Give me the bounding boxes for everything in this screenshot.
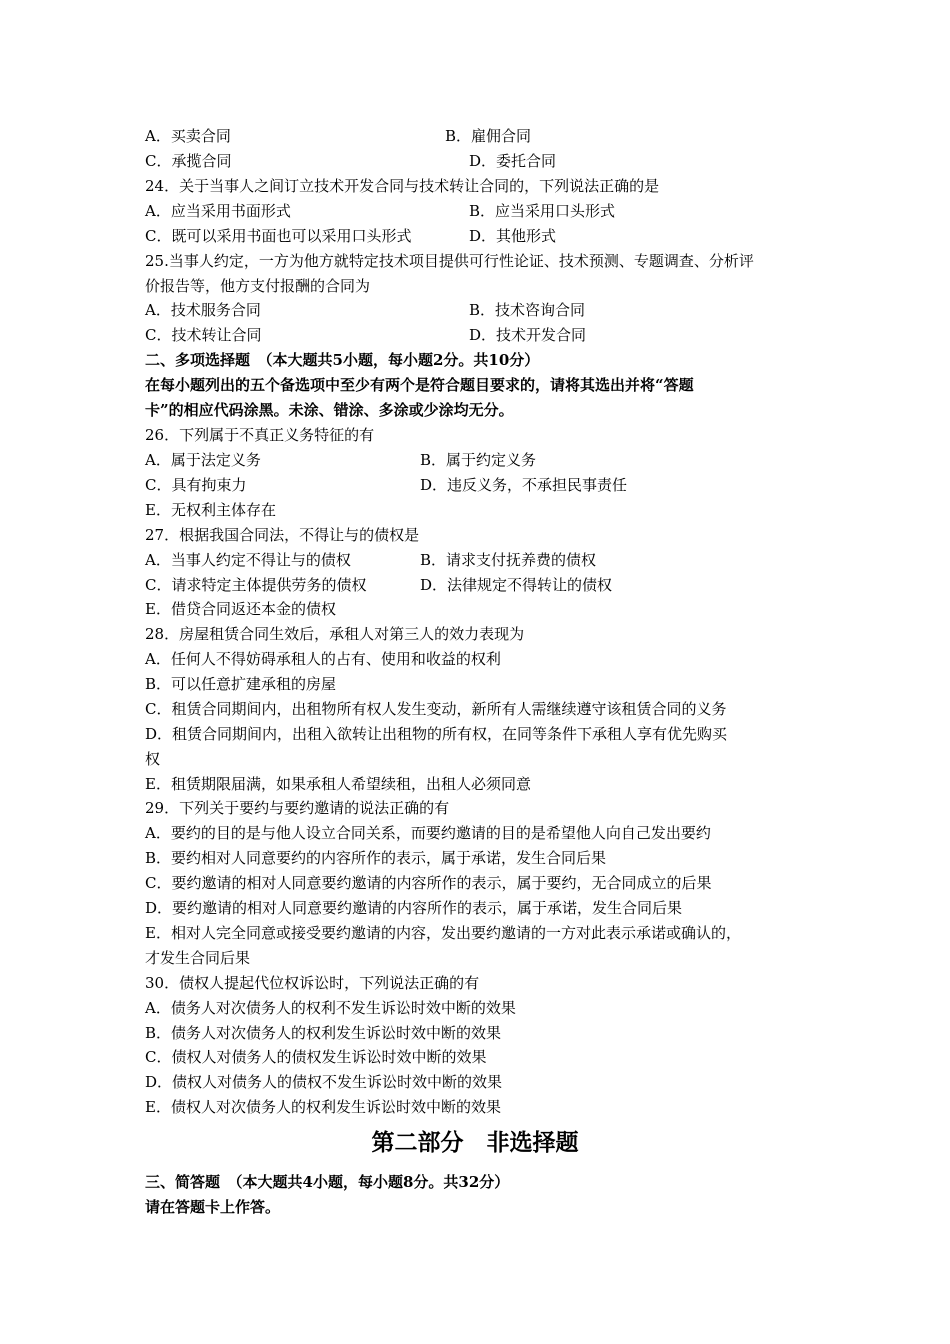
q29-option-b: B．要约相对人同意要约的内容所作的表示，属于承诺，发生合同后果 <box>145 849 607 867</box>
q24-option-a: A．应当采用书面形式 <box>145 202 291 220</box>
q24-option-d: D．其他形式 <box>469 227 557 245</box>
q26-option-d: D．违反义务，不承担民事责任 <box>420 476 628 494</box>
q25-option-a: A．技术服务合同 <box>145 301 261 319</box>
q23-option-c: C．承揽合同 <box>145 152 232 170</box>
q28-stem: 28．房屋租赁合同生效后，承租人对第三人的效力表现为 <box>145 625 525 643</box>
q25-option-b: B．技术咨询合同 <box>469 301 586 319</box>
q27-option-e: E．借贷合同返还本金的债权 <box>145 600 336 618</box>
section3-heading: 三、简答题 （本大题共4小题，每小题8分。共32分） <box>145 1173 510 1191</box>
q27-option-c: C．请求特定主体提供劳务的债权 <box>145 576 367 594</box>
q26-option-c: C．具有拘束力 <box>145 476 247 494</box>
section2-heading: 二、多项选择题 （本大题共5小题，每小题2分。共10分） <box>145 351 540 369</box>
q29-option-d: D．要约邀请的相对人同意要约邀请的内容所作的表示，属于承诺，发生合同后果 <box>145 899 683 917</box>
q28-option-d-line1: D．租赁合同期间内，出租入欲转让出租物的所有权，在同等条件下承租人享有优先购买 <box>145 725 728 743</box>
q28-option-b: B．可以任意扩建承租的房屋 <box>145 675 337 693</box>
q24-option-b: B．应当采用口头形式 <box>469 202 616 220</box>
q29-option-e-line1: E．相对人完全同意或接受要约邀请的内容，发出要约邀请的一方对此表示承诺或确认的， <box>145 924 741 942</box>
part2-title: 第二部分 非选择题 <box>371 1129 579 1156</box>
q27-option-b: B．请求支付抚养费的债权 <box>420 551 597 569</box>
q27-stem: 27．根据我国合同法，不得让与的债权是 <box>145 526 420 544</box>
q30-option-d: D．债权人对债务人的债权不发生诉讼时效中断的效果 <box>145 1073 503 1091</box>
q30-option-a: A．债务人对次债务人的权利不发生诉讼时效中断的效果 <box>145 999 516 1017</box>
q25-stem-line1: 25.当事人约定，一方为他方就特定技术项目提供可行性论证、技术预测、专题调查、分析评 <box>145 252 754 270</box>
q25-option-d: D．技术开发合同 <box>469 326 587 344</box>
q30-stem: 30．债权人提起代位权诉讼时，下列说法正确的有 <box>145 974 480 992</box>
q24-option-c: C．既可以采用书面也可以采用口头形式 <box>145 227 412 245</box>
q28-option-d-line2: 权 <box>145 750 161 768</box>
q26-option-b: B．属于约定义务 <box>420 451 537 469</box>
q24-stem: 24．关于当事人之间订立技术开发合同与技术转让合同的，下列说法正确的是 <box>145 177 660 195</box>
q26-option-e: E．无权利主体存在 <box>145 501 276 519</box>
q28-option-e: E．租赁期限届满，如果承租人希望续租，出租人必须同意 <box>145 775 531 793</box>
q27-option-a: A．当事人约定不得让与的债权 <box>145 551 351 569</box>
q25-stem-line2: 价报告等，他方支付报酬的合同为 <box>145 277 371 295</box>
q26-stem: 26．下列属于不真正义务特征的有 <box>145 426 375 444</box>
q29-option-a: A．要约的目的是与他人设立合同关系，而要约邀请的目的是希望他人向自己发出要约 <box>145 824 711 842</box>
q27-option-d: D．法律规定不得转让的债权 <box>420 576 613 594</box>
q30-option-b: B．债务人对次债务人的权利发生诉讼时效中断的效果 <box>145 1024 502 1042</box>
q25-option-c: C．技术转让合同 <box>145 326 262 344</box>
q30-option-c: C．债权人对债务人的债权发生诉讼时效中断的效果 <box>145 1048 487 1066</box>
section2-instructions-line1: 在每小题列出的五个备选项中至少有两个是符合题目要求的，请将其选出并将“答题 <box>145 376 694 394</box>
q28-option-c: C．租赁合同期间内，出租物所有权人发生变动，新所有人需继续遵守该租赁合同的义务 <box>145 700 727 718</box>
q23-option-b: B．雇佣合同 <box>445 127 532 145</box>
q28-option-a: A．任何人不得妨碍承租人的占有、使用和收益的权利 <box>145 650 501 668</box>
section3-instructions: 请在答题卡上作答。 <box>145 1198 281 1216</box>
section2-instructions-line2: 卡”的相应代码涂黑。未涂、错涂、多涂或少涂均无分。 <box>145 401 514 419</box>
q26-option-a: A．属于法定义务 <box>145 451 261 469</box>
q23-option-d: D．委托合同 <box>469 152 557 170</box>
q29-option-e-line2: 才发生合同后果 <box>145 949 251 967</box>
q29-stem: 29．下列关于要约与要约邀请的说法正确的有 <box>145 799 450 817</box>
q30-option-e: E．债权人对次债务人的权利发生诉讼时效中断的效果 <box>145 1098 501 1116</box>
q29-option-c: C．要约邀请的相对人同意要约邀请的内容所作的表示，属于要约，无合同成立的后果 <box>145 874 712 892</box>
q23-option-a: A．买卖合同 <box>145 127 231 145</box>
